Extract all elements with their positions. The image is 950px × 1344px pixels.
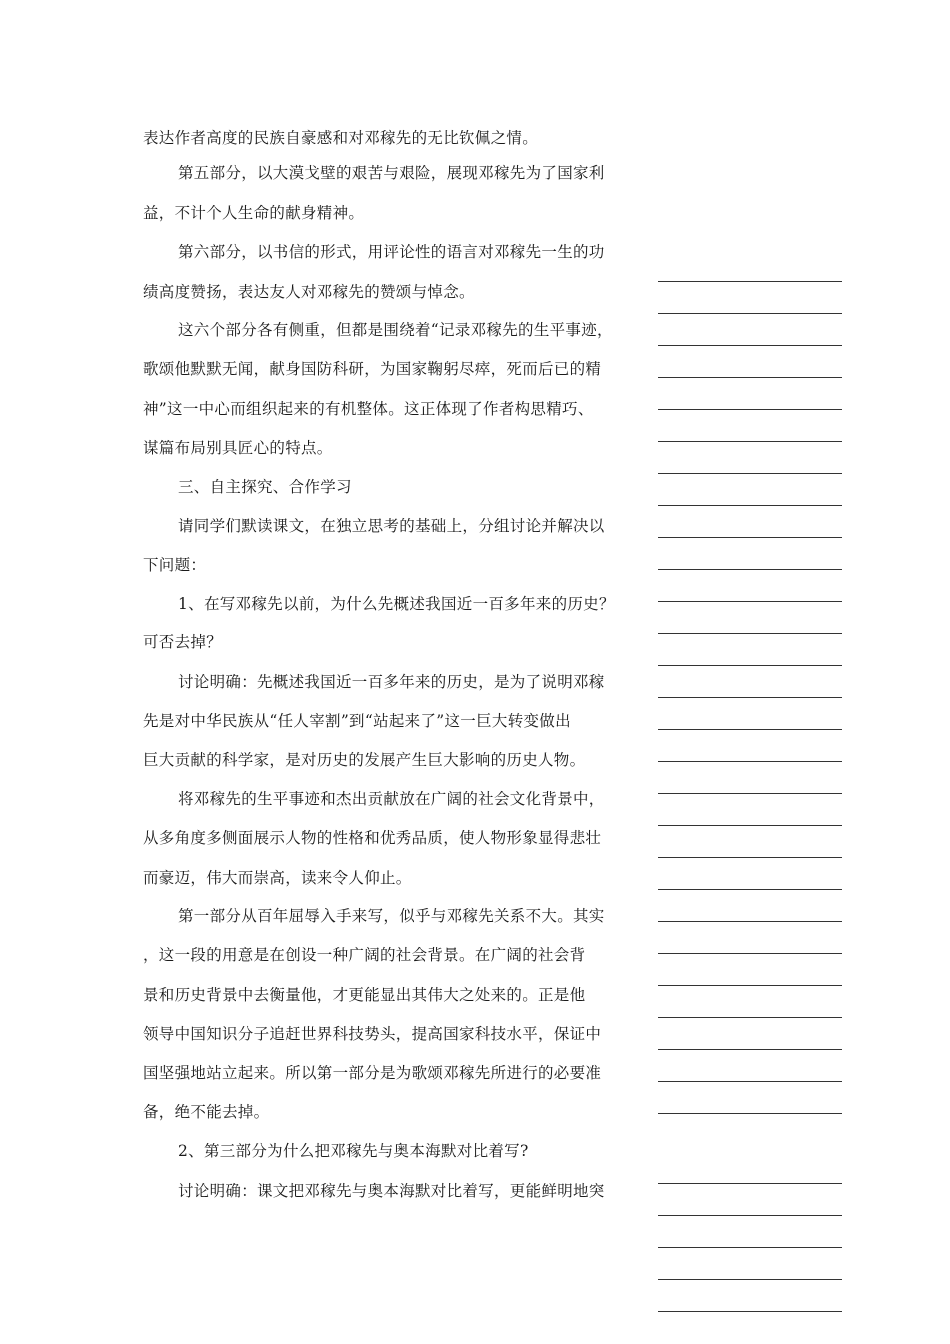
text-line: 先是对中华民族从“任人宰割”到“站起来了”这一巨大转变做出 bbox=[143, 712, 571, 730]
note-rule bbox=[658, 569, 842, 570]
note-rule bbox=[658, 793, 842, 794]
note-rule bbox=[658, 953, 842, 954]
text-line: 益，不计个人生命的献身精神。 bbox=[143, 204, 365, 222]
section-heading: 三、自主探究、合作学习 bbox=[178, 478, 352, 496]
note-rule bbox=[658, 761, 842, 762]
text-line: 而豪迈，伟大而崇高，读来令人仰止。 bbox=[143, 869, 412, 887]
text-line: 讨论明确：先概述我国近一百多年来的历史，是为了说明邓稼 bbox=[178, 673, 605, 691]
note-rule bbox=[658, 985, 842, 986]
note-rule bbox=[658, 537, 842, 538]
note-rule bbox=[658, 1311, 842, 1312]
text-line: 歌颂他默默无闻，献身国防科研，为国家鞠躬尽瘁，死而后已的精 bbox=[143, 360, 602, 378]
note-rule bbox=[658, 601, 842, 602]
question-line: 可否去掉？ bbox=[143, 633, 223, 651]
text-line: 神”这一中心而组织起来的有机整体。这正体现了作者构思精巧、 bbox=[143, 400, 594, 418]
text-line: 第一部分从百年屈辱入手来写，似乎与邓稼先关系不大。其实 bbox=[178, 907, 605, 925]
text-line: 第六部分，以书信的形式，用评论性的语言对邓稼先一生的功 bbox=[178, 243, 605, 261]
text-line: 这六个部分各有侧重，但都是围绕着“记录邓稼先的生平事迹， bbox=[178, 321, 613, 339]
note-rule bbox=[658, 633, 842, 634]
text-line: 第五部分，以大漠戈壁的艰苦与艰险，展现邓稼先为了国家利 bbox=[178, 164, 605, 182]
text-line: 谋篇布局别具匠心的特点。 bbox=[143, 439, 333, 457]
note-rule bbox=[658, 697, 842, 698]
text-line: 景和历史背景中去衡量他，才更能显出其伟大之处来的。正是他 bbox=[143, 986, 586, 1004]
note-rule bbox=[658, 313, 842, 314]
text-line: 绩高度赞扬，表达友人对邓稼先的赞颂与悼念。 bbox=[143, 283, 475, 301]
text-line: 将邓稼先的生平事迹和杰出贡献放在广阔的社会文化背景中， bbox=[178, 790, 605, 808]
note-rule bbox=[658, 729, 842, 730]
note-rule bbox=[658, 281, 842, 282]
note-rule bbox=[658, 665, 842, 666]
note-rule bbox=[658, 857, 842, 858]
note-rule bbox=[658, 1215, 842, 1216]
notes-column bbox=[658, 0, 842, 1344]
text-line: ，这一段的用意是在创设一种广阔的社会背景。在广阔的社会背 bbox=[143, 946, 586, 964]
note-rule bbox=[658, 921, 842, 922]
note-rule bbox=[658, 889, 842, 890]
note-rule bbox=[658, 473, 842, 474]
text-line: 国坚强地站立起来。所以第一部分是为歌颂邓稼先所进行的必要准 bbox=[143, 1064, 602, 1082]
question-line: 2、第三部分为什么把邓稼先与奥本海默对比着写? bbox=[178, 1142, 529, 1160]
text-line: 巨大贡献的科学家，是对历史的发展产生巨大影响的历史人物。 bbox=[143, 751, 586, 769]
text-line: 下问题： bbox=[143, 556, 207, 574]
question-line: 1、在写邓稼先以前，为什么先概述我国近一百多年来的历史？ bbox=[178, 595, 615, 613]
text-line: 表达作者高度的民族自豪感和对邓稼先的无比钦佩之情。 bbox=[143, 129, 539, 147]
text-line: 领导中国知识分子追赶世界科技势头，提高国家科技水平，保证中 bbox=[143, 1025, 602, 1043]
note-rule bbox=[658, 1279, 842, 1280]
note-rule bbox=[658, 1113, 842, 1114]
note-rule bbox=[658, 377, 842, 378]
note-rule bbox=[658, 505, 842, 506]
text-line: 备，绝不能去掉。 bbox=[143, 1103, 270, 1121]
note-rule bbox=[658, 1183, 842, 1184]
note-rule bbox=[658, 1017, 842, 1018]
text-line: 讨论明确：课文把邓稼先与奥本海默对比着写，更能鲜明地突 bbox=[178, 1182, 605, 1200]
note-rule bbox=[658, 345, 842, 346]
note-rule bbox=[658, 441, 842, 442]
note-rule bbox=[658, 825, 842, 826]
note-rule bbox=[658, 409, 842, 410]
note-rule bbox=[658, 1049, 842, 1050]
text-line: 从多角度多侧面展示人物的性格和优秀品质，使人物形象显得悲壮 bbox=[143, 829, 602, 847]
note-rule bbox=[658, 1247, 842, 1248]
text-line: 请同学们默读课文，在独立思考的基础上，分组讨论并解决以 bbox=[178, 517, 605, 535]
note-rule bbox=[658, 1081, 842, 1082]
